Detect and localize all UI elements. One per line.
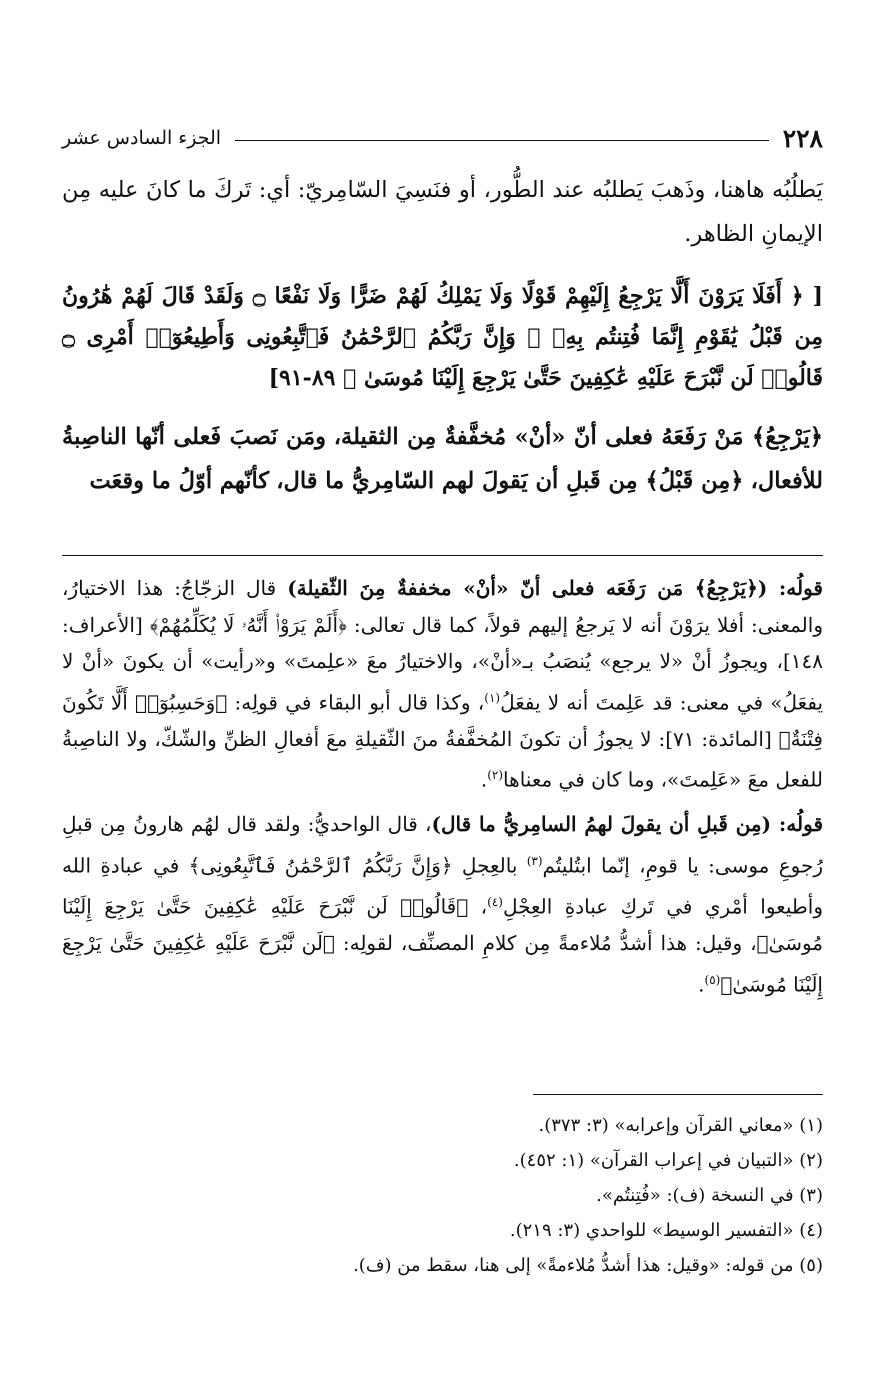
verse-reference: ٨٩-٩١] [268,365,336,391]
footnote-ref-4: (٤) [487,894,503,909]
note-paragraph-1 [62,570,823,798]
quran-verse-block [62,276,823,399]
footnote-5: (٥) من قوله: «وقيل: هذا أشدُّ مُلاءمةً» إلى هنا، سقط من (ف). [353,1255,823,1276]
footnote-ref-2: (٢) [487,768,504,783]
verse-open-bracket: [ [812,283,823,309]
footnote-ref-1: (١) [484,690,501,705]
note-paragraph-2 [62,806,823,1002]
note-2-text-cont: بالعِجلِ ﴿وَإِنَّ رَبَّكُمُ ٱلرَّحْمَٰنُ فَٱتَّبِعُونِى﴾ في عبادةِ الله وأطيعوا أمْري في تَركِ عبادةِ العِجْلِ [62,853,823,919]
running-title: الجزء السادس عشر [62,127,222,149]
page-number: ٢٢٨ [782,123,823,153]
page-header [62,118,823,158]
note-2-text: ، قال الواحديُّ: ولقد قال لهُم هارونُ مِن قبلِ رُجوعِ موسى: يا قومِ، إنّما ابتُليتُم [62,812,823,878]
footnote-ref-5: (٥) [704,972,721,987]
footnote-2: (٢) «التبيان في إعراب القرآن» (١: ٤٥٢). [513,1150,823,1171]
commentary-part-a: ﴿يَرْجِعُ﴾ مَنْ رَفَعَهُ فعلى أنّ «أنْ» مُخفَّفةٌ مِن الثقيلة، [333,424,823,450]
commentary-part-b: ومَن نَصبَ فَعلى أنّها الناصِبةُ للأفعال، [62,424,823,494]
note-1-label: قولُه: (﴿يَرْجِعُ﴾ مَن رَفَعَه فعلى أنّ «أنْ» مخففةٌ مِنَ الثّقيلة) [287,576,823,600]
commentary-part-d: كأنّهم أوّلُ ما وقعَت [89,468,270,494]
note-1-text: قال الزجّاجُ: هذا الاختيارُ، والمعنى: أفلا يرَوْنَ أنه لا يَرجعُ إليهم قولاً، كما قال تعالى: ﴿أَلَمْ يَرَوْا۟ أَنَّهُۥ لَا يُكَلِّمُهُمْ﴾ [الأعراف: ١٤٨]، ويجوزُ أنْ «لا يرجع» يُنصَبُ بـ«أنْ»، والاختيارُ معَ «علِمتَ» و«رأيت» أن يكونَ «أنْ لا يفعَلُ» في معنى: قد عَلِمتَ أنه لا يفعَلُ [62,576,824,715]
book-page [62,0,823,1395]
note-2-end: . [698,972,705,997]
footnote-ref-3: (٣) [526,853,543,868]
footnote-4: (٤) «التفسير الوسيط» للواحدي (٣: ٢١٩). [509,1220,823,1241]
commentary-part-c: ﴿مِن قَبْلُ﴾ مِن قَبلِ أن يَقولَ لهم السّامِريُّ ما قال، [276,468,744,494]
note-2-label: قولُه: (مِن قَبلِ أن يقولَ لهمُ السامِريُّ ما قال) [431,812,823,837]
note-1-end: . [480,767,488,792]
main-text [62,168,823,503]
marginal-notes [62,570,823,1003]
intro-paragraph: يَطلُبُه هاهنا، وذَهبَ يَطلبُه عند الطُّور، أو فنَسِيَ السّامِريّ: أي: تَركَ ما كانَ عليه مِن الإيمانِ الظاهر. [62,177,823,247]
footnote-3: (٣) في النسخة (ف): «فُتِنتُم». [596,1185,823,1206]
header-rule [235,140,769,141]
footnote-divider [533,1094,823,1095]
note-1-text-cont: ، وكذا قال أبو البقاء في قولِه: ﴿وَحَسِبُوٓا۟ أَلَّا تَكُونَ فِتْنَةٌ﴾ [المائدة: ٧١]: لا يجوزُ أن تكونَ المُخفَّفةُ منَ الثّقيلةِ معَ أفعالِ الظنِّ والشّكّ، ولا الناصِبةُ للفعل معَ «عَلِمتَ»، وما كان في معناها [62,690,823,792]
footnote-1: (١) «معاني القرآن وإعرابه» (٣: ٣٧٣). [538,1115,823,1136]
commentary-divider [62,555,823,556]
note-2-text-cont-2: ، ﴿قَالُوا۟ لَن نَّبْرَحَ عَلَيْهِ عَٰكِفِينَ حَتَّىٰ يَرْجِعَ إِلَيْنَا مُوسَىٰ﴾، وقيل: هذا أشدُّ مُلاءمةً مِن كلامِ المصنِّف، لقولِه: ﴿لَن نَّبْرَحَ عَلَيْهِ عَٰكِفِينَ حَتَّىٰ يَرْجِعَ إِلَيْنَا مُوسَىٰ﴾ [62,894,823,997]
footnotes [62,1108,823,1283]
commentary-paragraph [62,415,823,503]
quran-verse: ﴿ أَفَلَا يَرَوْنَ أَلَّا يَرْجِعُ إِلَيْهِمْ قَوْلًا وَلَا يَمْلِكُ لَهُمْ ضَرًّا وَلَا نَفْعًا ۝ وَلَقَدْ قَالَ لَهُمْ هَٰرُونُ مِن قَبْلُ يَٰقَوْمِ إِنَّمَا فُتِنتُم بِهِۦ ۖ وَإِنَّ رَبَّكُمُ ٱلرَّحْمَٰنُ فَٱتَّبِعُونِى وَأَطِيعُوٓا۟ أَمْرِى ۝ قَالُوا۟ لَن نَّبْرَحَ عَلَيْهِ عَٰكِفِينَ حَتَّىٰ يَرْجِعَ إِلَيْنَا مُوسَىٰ ﴾ [62,283,823,391]
